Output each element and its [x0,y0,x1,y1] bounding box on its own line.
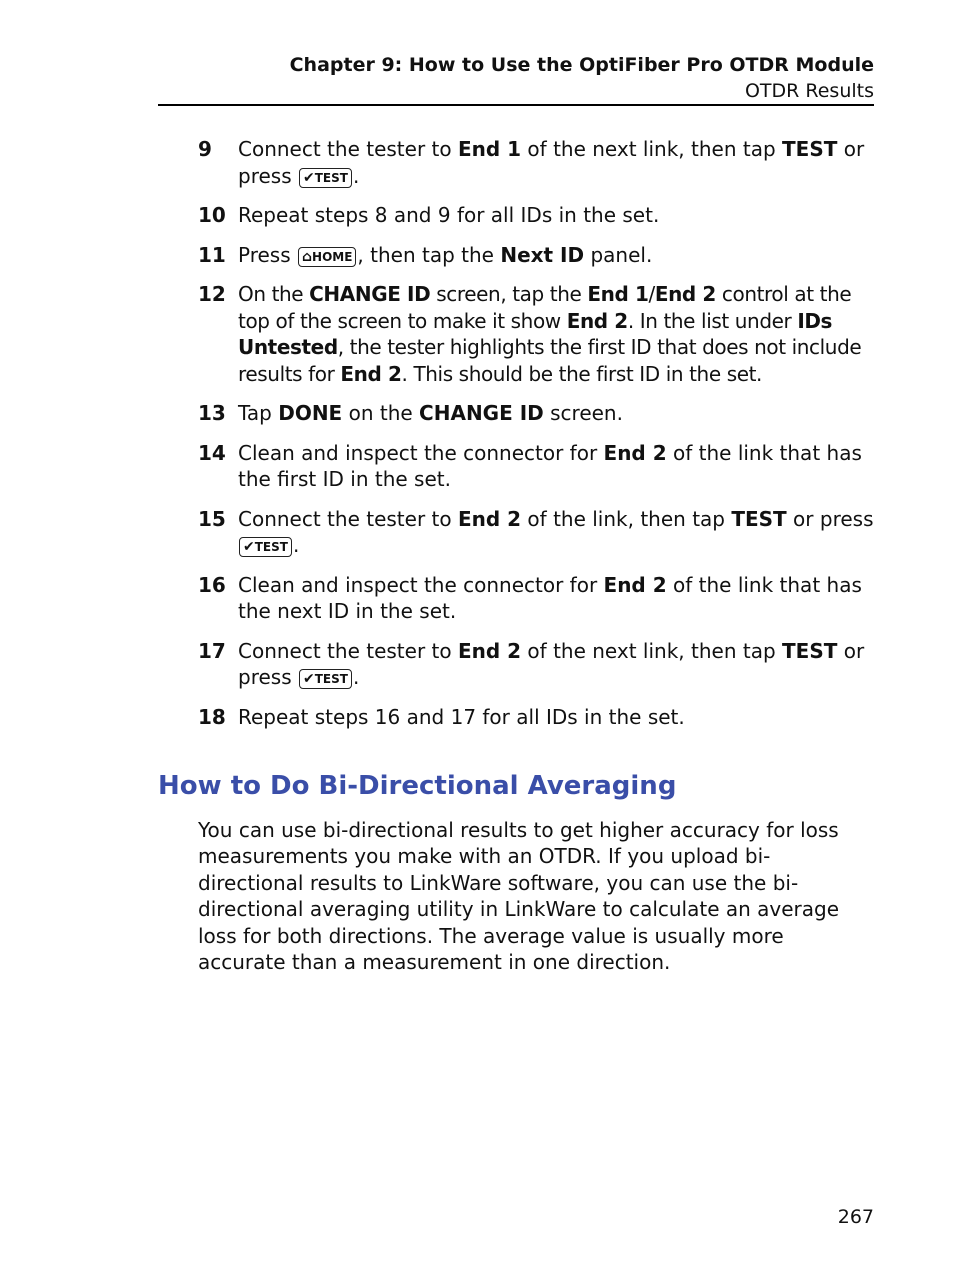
step-text-bold: CHANGE ID [309,282,431,306]
step-text-bold: CHANGE ID [419,401,544,425]
steps-list [198,136,878,743]
step-text: Clean and inspect the connector for [238,572,604,597]
step-text: , then tap the [357,242,501,267]
step-16 [198,572,878,625]
step-text: of the next link, then tap [521,638,783,663]
step-number: 16 [198,572,226,597]
step-text: / [648,282,655,306]
step-text-bold: End 2 [340,361,402,386]
step-17 [198,638,878,691]
step-text: On the [238,282,310,306]
step-14 [198,440,878,493]
step-text: Repeat steps 8 and 9 for all IDs in the set. [238,203,660,227]
step-text: Press [238,242,297,267]
step-text: of the link, then tap [521,506,732,531]
section-heading: How to Do Bi-Directional Averaging [158,771,677,801]
step-9 [198,136,878,189]
step-text-bold: End 1 [587,282,649,306]
step-text: Connect the tester to [238,137,458,161]
step-text-bold: Next ID [500,242,585,267]
step-text: . [292,533,300,557]
step-text: screen. [543,401,623,425]
page-header [158,52,874,106]
step-text-bold: IDs Untested [238,308,833,359]
step-text: . In the list under [627,308,798,333]
step-text: of the link that has the next ID in the set. [238,572,862,623]
step-number: 10 [198,203,226,227]
test-key-icon: ✔TEST [239,537,292,557]
step-text: screen, tap the [430,282,588,306]
step-text: panel. [584,242,653,267]
step-text-bold: End 2 [566,308,628,333]
step-text-bold: End 2 [654,282,716,306]
step-number: 14 [198,440,226,465]
step-text-bold: TEST [782,137,838,161]
chapter-title: Chapter 9: How to Use the OptiFiber Pro OTDR Module [289,54,874,76]
home-key-icon: ⌂HOME [298,247,356,267]
step-text: Repeat steps 16 and 17 for all IDs in the set. [238,704,685,729]
step-text: Clean and inspect the connector for [238,440,604,465]
step-text-bold: End 2 [457,506,522,531]
step-text-bold: End 2 [603,572,667,597]
step-number: 12 [198,282,226,306]
step-text-bold: TEST [731,506,787,531]
step-text-bold: DONE [278,401,343,425]
step-text: . [352,665,360,689]
step-number: 18 [198,704,226,729]
step-15 [198,506,878,559]
step-text-bold: End 2 [603,440,667,465]
step-number: 11 [198,242,226,267]
test-key-icon: ✔TEST [299,168,352,188]
step-12 [198,281,878,387]
section-title: OTDR Results [744,80,874,102]
step-11 [198,242,878,269]
step-text-bold: End 1 [457,137,522,161]
step-13 [198,400,878,427]
step-text: or press [786,506,874,531]
step-text: Connect the tester to [238,506,458,531]
step-number: 15 [198,506,226,531]
step-text: . This should be the first ID in the set. [401,361,763,386]
test-key-icon: ✔TEST [299,669,352,689]
step-text: of the next link, then tap [521,137,783,161]
step-number: 17 [198,638,226,663]
page-number: 267 [837,1206,874,1228]
step-text: Tap [238,401,279,425]
step-text-bold: TEST [782,638,838,663]
step-text-bold: End 2 [457,638,522,663]
step-number: 9 [198,137,212,161]
step-text: Connect the tester to [238,638,458,663]
body-paragraph: You can use bi-directional results to get higher accuracy for loss measurements you make with an OTDR. If you upload bi-directional results to LinkWare software, you can use the bi-directional averaging utility in LinkWare to calculate an average loss for both directions. The average value is usually more accurate than a measurement in one direction. [198,818,840,975]
step-text: on the [342,401,420,425]
step-text: control at the top of the screen to make it show [238,282,852,333]
step-text: of the link that has the first ID in the set. [238,440,862,491]
step-text: or press [238,638,865,689]
step-10 [198,202,878,229]
step-text: or press [238,137,865,188]
step-text: , the tester highlights the first ID that does not include results for [238,335,862,386]
step-number: 13 [198,401,226,425]
step-18 [198,704,878,731]
step-text: . [352,163,360,188]
